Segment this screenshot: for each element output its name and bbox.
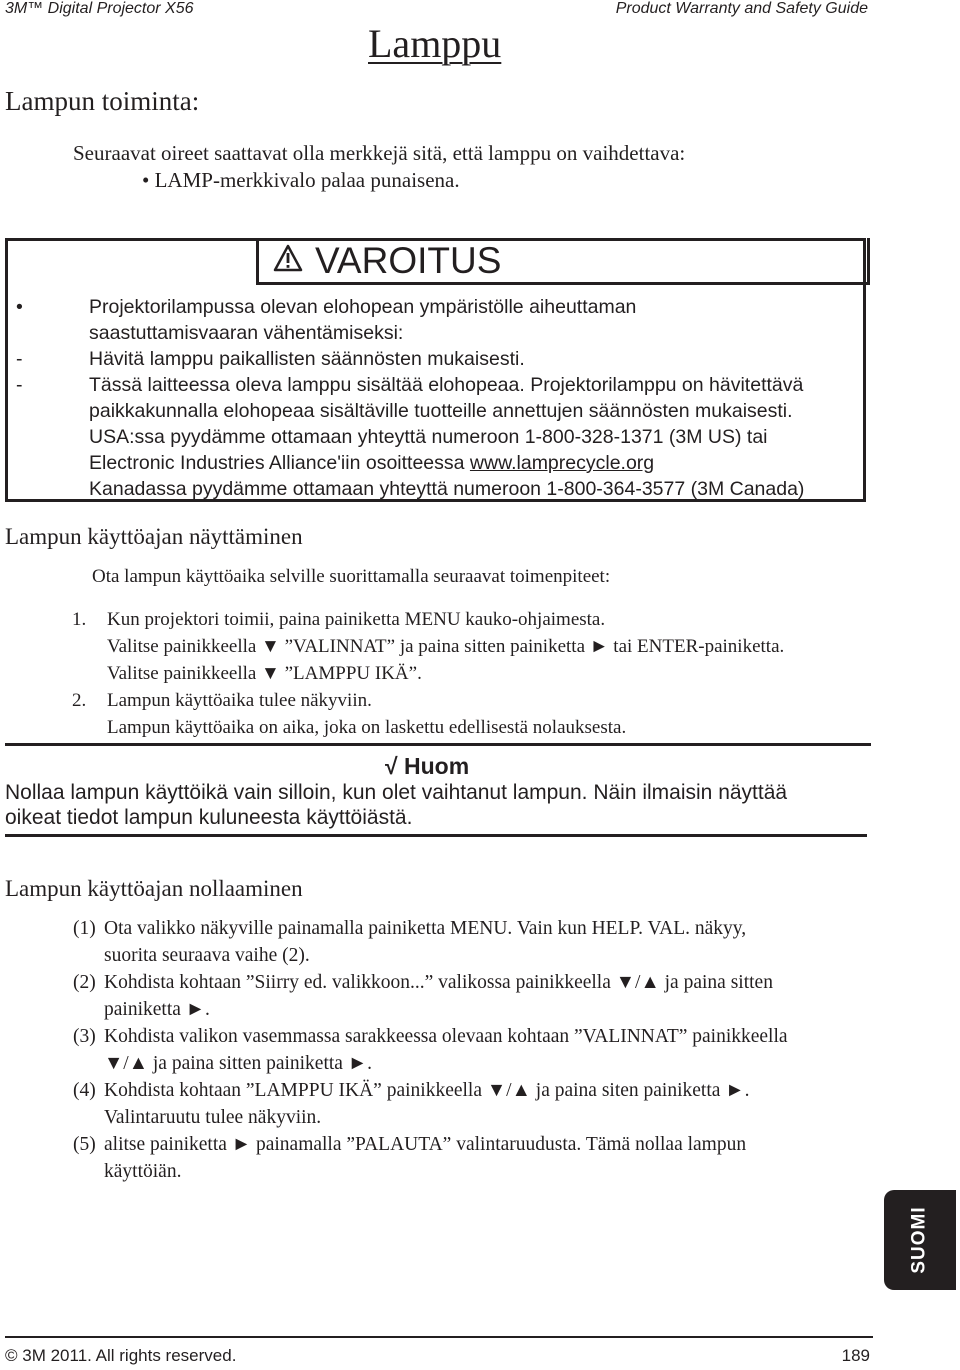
footer-divider <box>5 1336 873 1338</box>
intro-text: Seuraavat oireet saattavat olla merkkejä sitä, että lamppu on vaihdettava: <box>73 141 686 165</box>
step-number: (1) <box>73 918 96 939</box>
dash-mark: - <box>16 374 23 396</box>
step-text: Lampun käyttöaika on aika, joka on laskettu edellisestä nolauksesta. <box>107 717 627 738</box>
page-title: Lamppu <box>368 21 502 66</box>
divider <box>5 834 867 837</box>
reset-step <box>73 1023 883 1050</box>
warning-dash-item <box>16 372 866 398</box>
reset-steps <box>73 915 883 1185</box>
reset-step <box>73 1077 883 1104</box>
dash-mark: - <box>16 348 23 370</box>
section-heading-lamp-hours: Lampun käyttöajan näyttäminen <box>5 524 303 549</box>
warning-dash-text <box>16 450 866 476</box>
warning-dash-text: Kanadassa pyydämme ottamaan yhteyttä numeroon 1-800-364-3577 (3M Canada) <box>89 478 805 500</box>
step-text: Kohdista valikon vasemmassa sarakkeessa olevaan kohtaan ”VALINNAT” painikkeella <box>104 1026 788 1047</box>
step-line <box>72 714 892 741</box>
step-text: Valintaruutu tulee näkyviin. <box>104 1107 322 1128</box>
step-number: (2) <box>73 972 96 993</box>
step-item <box>72 687 892 714</box>
note-body <box>5 780 855 830</box>
reset-step-line <box>73 942 883 969</box>
warning-dash-text: paikkakunnalla elohopeaa sisältäville tuotteille annettujen säännösten mukaisesti. <box>89 400 793 422</box>
warning-bullet-line: saastuttamisvaaran vähentämiseksi: <box>89 322 404 344</box>
section-heading-lamp-operation: Lampun toiminta: <box>5 86 200 116</box>
lamprecycle-link[interactable]: www.lamprecycle.org <box>469 452 655 474</box>
warning-dash-text: USA:ssa pyydämme ottamaan yhteyttä numeroon 1-800-328-1371 (3M US) tai <box>89 426 768 448</box>
warning-bullet <box>16 294 866 320</box>
reset-step <box>73 969 883 996</box>
step-line <box>72 633 892 660</box>
warning-body <box>16 294 866 502</box>
step-text: Ota valikko näkyville painamalla painiketta MENU. Vain kun HELP. VAL. näkyy, <box>104 918 747 939</box>
step-line <box>72 660 892 687</box>
step-text: Valitse painikkeella ▼ ”LAMPPU IKÄ”. <box>107 663 422 684</box>
note-line: Nollaa lampun käyttöikä vain silloin, kun olet vaihtanut lampun. Näin ilmaisin näyttää <box>5 781 788 804</box>
reset-step <box>73 1131 883 1158</box>
reset-step-line <box>73 1104 883 1131</box>
warning-dash-item <box>16 346 866 372</box>
language-tab <box>884 1190 956 1290</box>
step-text: Kun projektori toimii, paina painiketta MENU kauko-ohjaimesta. <box>107 609 606 630</box>
reset-step-line <box>73 1050 883 1077</box>
warning-bullet-line: Projektorilampussa olevan elohopean ympäristölle aiheuttaman <box>89 296 637 318</box>
reset-step <box>73 915 883 942</box>
warning-header <box>256 238 870 285</box>
step-text: Kohdista kohtaan ”Siirry ed. valikkoon...” valikossa painikkeella ▼/▲ ja paina sitten <box>104 972 773 993</box>
step-text: Lampun käyttöaika tulee näkyviin. <box>107 690 372 711</box>
step-text: alitse painiketta ► painamalla ”PALAUTA” valintaruudusta. Tämä nollaa lampun <box>104 1134 747 1155</box>
note-title: √ Huom <box>385 753 470 779</box>
step-number: (4) <box>73 1080 96 1101</box>
lamp-hours-steps <box>72 606 892 741</box>
warning-dash-text: Tässä laitteessa oleva lamppu sisältää elohopeaa. Projektorilamppu on hävitettävä <box>89 374 804 396</box>
warning-triangle-icon <box>273 244 303 277</box>
warning-title: VAROITUS <box>315 239 502 281</box>
step-text: ▼/▲ ja paina sitten painiketta ►. <box>104 1053 373 1074</box>
divider <box>5 743 871 746</box>
step-text: Kohdista kohtaan ”LAMPPU IKÄ” painikkeella ▼/▲ ja paina siten painiketta ►. <box>104 1080 750 1101</box>
step-item <box>72 606 892 633</box>
bullet-mark: • <box>16 296 23 318</box>
note-line: oikeat tiedot lampun kuluneesta käyttöiästä. <box>5 806 413 829</box>
section-intro: Ota lampun käyttöaika selville suorittamalla seuraavat toimenpiteet: <box>92 566 611 587</box>
step-number: (5) <box>73 1134 96 1155</box>
section-intro <box>73 140 685 194</box>
step-text: käyttöiän. <box>104 1161 182 1182</box>
step-text: Valitse painikkeella ▼ ”VALINNAT” ja paina sitten painiketta ► tai ENTER-painiketta. <box>107 636 785 657</box>
step-number: 1. <box>72 609 87 630</box>
step-text: painiketta ►. <box>104 999 210 1020</box>
reset-step-line <box>73 996 883 1023</box>
page-number: 189 <box>841 1346 870 1365</box>
header-product: 3M™ Digital Projector X56 <box>5 0 194 17</box>
step-text: suorita seuraava vaihe (2). <box>104 945 310 966</box>
step-number: 2. <box>72 690 87 711</box>
footer-copyright: © 3M 2011. All rights reserved. <box>5 1346 237 1365</box>
step-number: (3) <box>73 1026 96 1047</box>
warning-dash-text: Hävitä lamppu paikallisten säännösten mukaisesti. <box>89 348 525 370</box>
language-tab-label: SUOMI <box>909 1206 930 1274</box>
header-guide-title: Product Warranty and Safety Guide <box>615 0 868 17</box>
warning-dash-text-part: Electronic Industries Alliance'iin osoitteessa <box>89 452 470 474</box>
reset-step-line <box>73 1158 883 1185</box>
intro-bullet: • LAMP-merkkivalo palaa punaisena. <box>142 168 460 192</box>
section-heading-lamp-reset: Lampun käyttöajan nollaaminen <box>5 876 303 901</box>
